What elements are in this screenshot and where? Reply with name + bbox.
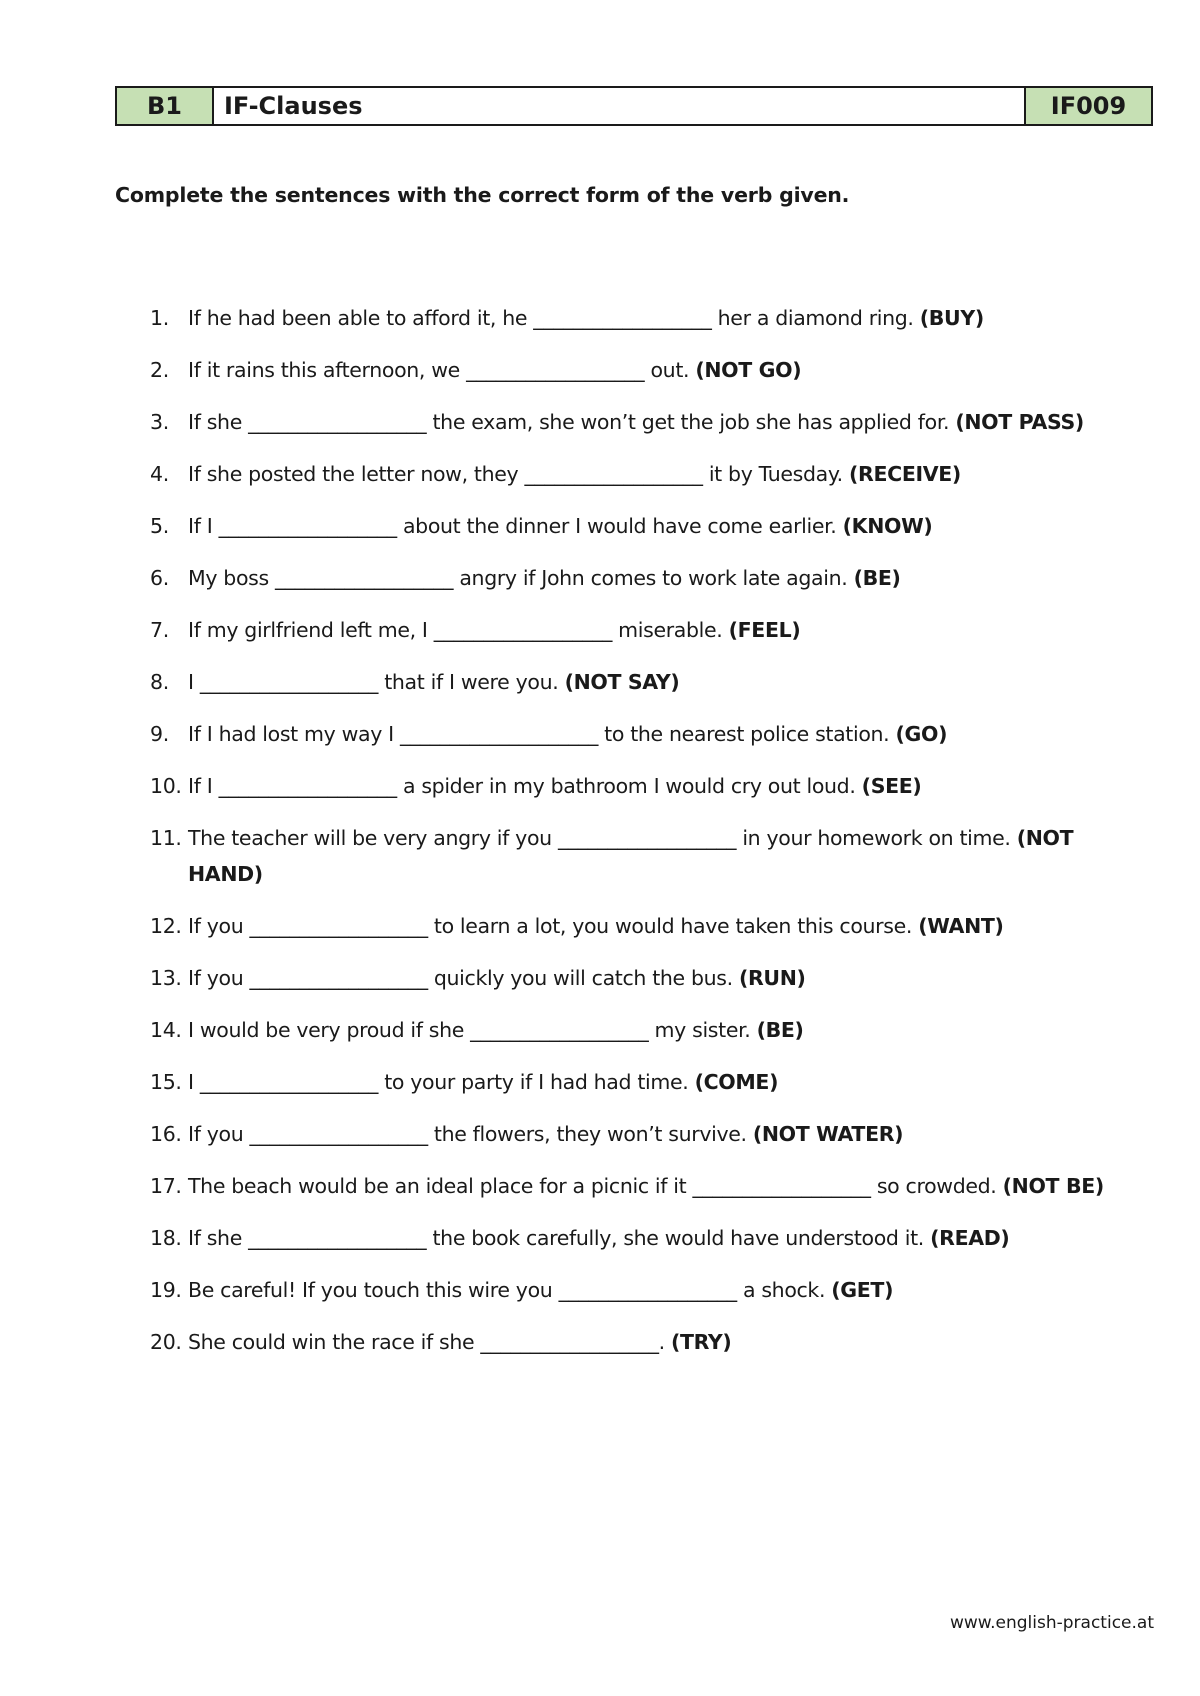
verb-prompt: (NOT GO) bbox=[695, 358, 802, 382]
exercise-number: 20. bbox=[150, 1330, 182, 1354]
exercise-item bbox=[150, 508, 1140, 544]
exercise-list bbox=[150, 300, 1140, 1376]
exercise-item bbox=[150, 1012, 1140, 1048]
exercise-item bbox=[150, 664, 1140, 700]
exercise-number: 3. bbox=[150, 410, 169, 434]
exercise-sentence bbox=[188, 768, 1140, 804]
verb-prompt: (GET) bbox=[831, 1278, 894, 1302]
exercise-number: 8. bbox=[150, 670, 169, 694]
exercise-sentence bbox=[188, 612, 1140, 648]
sentence-text: I would be very proud if she __________________ my sister. bbox=[188, 1018, 757, 1042]
instruction-text: Complete the sentences with the correct form of the verb given. bbox=[115, 183, 850, 207]
exercise-number: 13. bbox=[150, 966, 182, 990]
exercise-sentence bbox=[188, 1324, 1140, 1360]
exercise-number: 15. bbox=[150, 1070, 182, 1094]
exercise-number: 19. bbox=[150, 1278, 182, 1302]
verb-prompt: (NOT BE) bbox=[1002, 1174, 1104, 1198]
exercise-item bbox=[150, 1116, 1140, 1152]
exercise-sentence bbox=[188, 716, 1140, 752]
exercise-sentence bbox=[188, 960, 1140, 996]
exercise-number: 6. bbox=[150, 566, 169, 590]
verb-prompt: (BE) bbox=[756, 1018, 804, 1042]
exercise-sentence bbox=[188, 300, 1140, 336]
sentence-text: I __________________ to your party if I had had time. bbox=[188, 1070, 695, 1094]
exercise-item bbox=[150, 908, 1140, 944]
exercise-sentence bbox=[188, 1012, 1140, 1048]
sentence-text: My boss __________________ angry if John comes to work late again. bbox=[188, 566, 854, 590]
verb-prompt: (NOT SAY) bbox=[564, 670, 680, 694]
sentence-text: If you __________________ the flowers, they won’t survive. bbox=[188, 1122, 753, 1146]
exercise-item bbox=[150, 716, 1140, 752]
exercise-sentence bbox=[188, 1116, 1140, 1152]
exercise-item bbox=[150, 1064, 1140, 1100]
sentence-text: Be careful! If you touch this wire you __________________ a shock. bbox=[188, 1278, 832, 1302]
verb-prompt: (GO) bbox=[895, 722, 948, 746]
exercise-sentence bbox=[188, 456, 1140, 492]
exercise-sentence bbox=[188, 508, 1140, 544]
worksheet-title: IF-Clauses bbox=[214, 88, 1024, 124]
exercise-number: 14. bbox=[150, 1018, 182, 1042]
sentence-text: If I __________________ a spider in my bathroom I would cry out loud. bbox=[188, 774, 862, 798]
sentence-text: If I __________________ about the dinner I would have come earlier. bbox=[188, 514, 843, 538]
sentence-text: She could win the race if she __________________. bbox=[188, 1330, 671, 1354]
exercise-item bbox=[150, 456, 1140, 492]
exercise-sentence bbox=[188, 1220, 1140, 1256]
sentence-text: If I had lost my way I ____________________ to the nearest police station. bbox=[188, 722, 896, 746]
exercise-item bbox=[150, 404, 1140, 440]
exercise-sentence bbox=[188, 664, 1140, 700]
verb-prompt: (FEEL) bbox=[728, 618, 801, 642]
exercise-number: 5. bbox=[150, 514, 169, 538]
verb-prompt: (READ) bbox=[930, 1226, 1010, 1250]
sentence-text: The teacher will be very angry if you __________________ in your homework on time. bbox=[188, 826, 1017, 850]
sentence-text: If she posted the letter now, they __________________ it by Tuesday. bbox=[188, 462, 850, 486]
verb-prompt: (RUN) bbox=[738, 966, 806, 990]
exercise-item bbox=[150, 768, 1140, 804]
sentence-text: The beach would be an ideal place for a picnic if it __________________ so crowded. bbox=[188, 1174, 1003, 1198]
exercise-sentence bbox=[188, 820, 1140, 892]
exercise-item bbox=[150, 560, 1140, 596]
verb-prompt: (BUY) bbox=[919, 306, 984, 330]
sentence-text: If you __________________ quickly you will catch the bus. bbox=[188, 966, 739, 990]
exercise-number: 11. bbox=[150, 826, 182, 850]
exercise-number: 12. bbox=[150, 914, 182, 938]
verb-prompt: (KNOW) bbox=[842, 514, 933, 538]
exercise-item bbox=[150, 1168, 1140, 1204]
exercise-sentence bbox=[188, 908, 1140, 944]
verb-prompt: (NOT PASS) bbox=[955, 410, 1084, 434]
sentence-text: I __________________ that if I were you. bbox=[188, 670, 565, 694]
verb-prompt: (TRY) bbox=[670, 1330, 732, 1354]
worksheet-code: IF009 bbox=[1024, 88, 1151, 124]
exercise-sentence bbox=[188, 560, 1140, 596]
exercise-item bbox=[150, 960, 1140, 996]
exercise-number: 10. bbox=[150, 774, 182, 798]
sentence-text: If she __________________ the exam, she won’t get the job she has applied for. bbox=[188, 410, 956, 434]
verb-prompt: (NOT HAND) bbox=[188, 826, 1074, 886]
verb-prompt: (RECEIVE) bbox=[849, 462, 961, 486]
exercise-number: 18. bbox=[150, 1226, 182, 1250]
exercise-sentence bbox=[188, 1168, 1140, 1204]
sentence-text: If it rains this afternoon, we __________________ out. bbox=[188, 358, 696, 382]
exercise-sentence bbox=[188, 352, 1140, 388]
verb-prompt: (COME) bbox=[694, 1070, 779, 1094]
exercise-number: 2. bbox=[150, 358, 169, 382]
sentence-text: If you __________________ to learn a lot, you would have taken this course. bbox=[188, 914, 919, 938]
exercise-item bbox=[150, 300, 1140, 336]
exercise-number: 16. bbox=[150, 1122, 182, 1146]
exercise-item bbox=[150, 1272, 1140, 1308]
footer-url: www.english-practice.at bbox=[949, 1613, 1154, 1633]
level-badge: B1 bbox=[117, 88, 214, 124]
exercise-sentence bbox=[188, 404, 1140, 440]
verb-prompt: (BE) bbox=[853, 566, 901, 590]
exercise-number: 9. bbox=[150, 722, 169, 746]
verb-prompt: (NOT WATER) bbox=[752, 1122, 904, 1146]
verb-prompt: (SEE) bbox=[861, 774, 922, 798]
exercise-item bbox=[150, 1220, 1140, 1256]
exercise-item bbox=[150, 612, 1140, 648]
exercise-item bbox=[150, 820, 1140, 892]
exercise-sentence bbox=[188, 1272, 1140, 1308]
verb-prompt: (WANT) bbox=[918, 914, 1004, 938]
exercise-number: 17. bbox=[150, 1174, 182, 1198]
sentence-text: If he had been able to afford it, he __________________ her a diamond ring. bbox=[188, 306, 920, 330]
exercise-item bbox=[150, 352, 1140, 388]
sentence-text: If my girlfriend left me, I __________________ miserable. bbox=[188, 618, 729, 642]
sentence-text: If she __________________ the book carefully, she would have understood it. bbox=[188, 1226, 931, 1250]
exercise-number: 4. bbox=[150, 462, 169, 486]
exercise-item bbox=[150, 1324, 1140, 1360]
exercise-sentence bbox=[188, 1064, 1140, 1100]
worksheet-header bbox=[115, 86, 1153, 126]
exercise-number: 7. bbox=[150, 618, 169, 642]
exercise-number: 1. bbox=[150, 306, 169, 330]
